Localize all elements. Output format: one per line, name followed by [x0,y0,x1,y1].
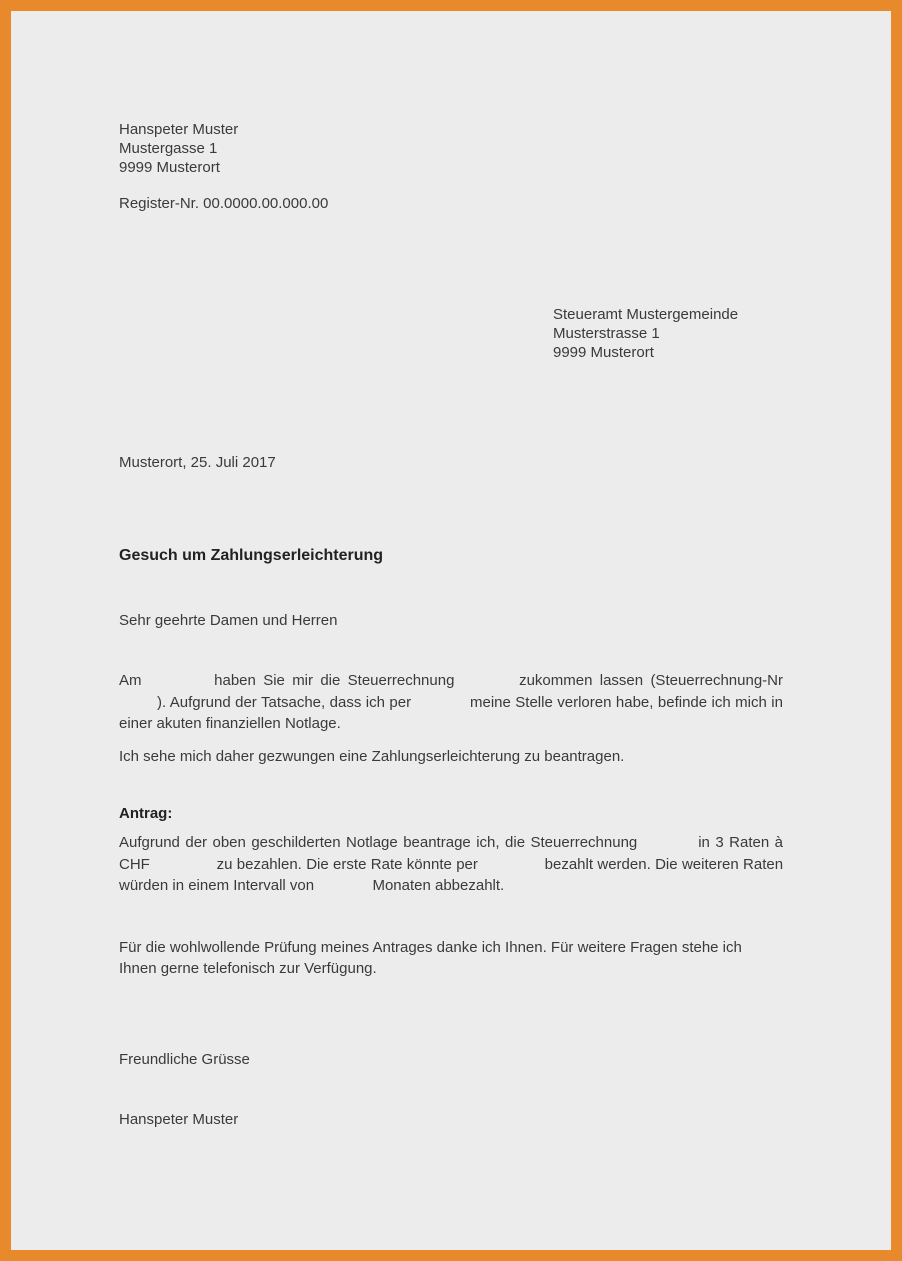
antrag-segment: bezahlt werden. Die weiteren Raten würden in einem Intervall von [119,855,784,894]
letter-content [11,120,891,1129]
antrag-segment: Monaten abbezahlt. [372,877,505,894]
blank-field-interval [318,889,368,890]
antrag-segment: in 3 Raten à CHF [119,834,783,873]
blank-field-invoice-number [119,706,157,707]
antrag-segment: Aufgrund der oben geschilderten Notlage beantrage ich, die Steuerrechnung [119,834,638,851]
paragraph-1-segment: meine Stelle verloren habe, befinde ich mich in einer akuten finanziellen Notlage. [119,693,783,732]
sender-name: Hanspeter Muster [119,121,239,138]
sender-street: Mustergasse 1 [119,140,218,157]
blank-field-termination-date [416,706,466,707]
date-line: Musterort, 25. Juli 2017 [119,454,276,471]
blank-field-date [149,684,207,685]
paragraph-1-segment: zukommen lassen (Steuerrechnung-Nr [519,672,783,689]
paragraph-1-segment: Am [119,672,142,689]
paragraph-1-segment: ). Aufgrund der Tatsache, dass ich per [157,693,412,711]
signature-name: Hanspeter Muster [119,1110,239,1128]
sender-city: 9999 Musterort [119,159,220,176]
recipient-name: Steueramt Mustergemeinde [553,306,739,323]
sender-register-number: Register-Nr. 00.0000.00.000.00 [119,195,329,212]
antrag-segment: zu bezahlen. Die erste Rate könnte per [216,855,478,873]
closing-phrase: Freundliche Grüsse [119,1050,250,1068]
antrag-heading: Antrag: [119,805,173,822]
antrag-paragraph [119,832,783,897]
blank-field-invoice-ref [643,846,693,847]
recipient-street: Musterstrasse 1 [553,325,660,342]
recipient-city: 9999 Musterort [553,344,654,361]
paragraph-1 [119,670,783,735]
blank-field-amount [154,868,212,869]
closing-paragraph: Für die wohlwollende Prüfung meines Antrages danke ich Ihnen. Für weitere Fragen stehe ich Ihnen gerne telefonisch zur Verfügung. [119,938,742,977]
paragraph-2: Ich sehe mich daher gezwungen eine Zahlungserleichterung zu beantragen. [119,747,625,765]
blank-field-invoice [462,684,512,685]
recipient-address [553,305,783,362]
subject-heading: Gesuch um Zahlungserleichterung [119,547,384,564]
blank-field-first-rate-date [482,868,540,869]
salutation: Sehr geehrte Damen und Herren [119,612,338,629]
sender-address [119,120,783,213]
paragraph-1-segment: haben Sie mir die Steuerrechnung [214,672,455,689]
